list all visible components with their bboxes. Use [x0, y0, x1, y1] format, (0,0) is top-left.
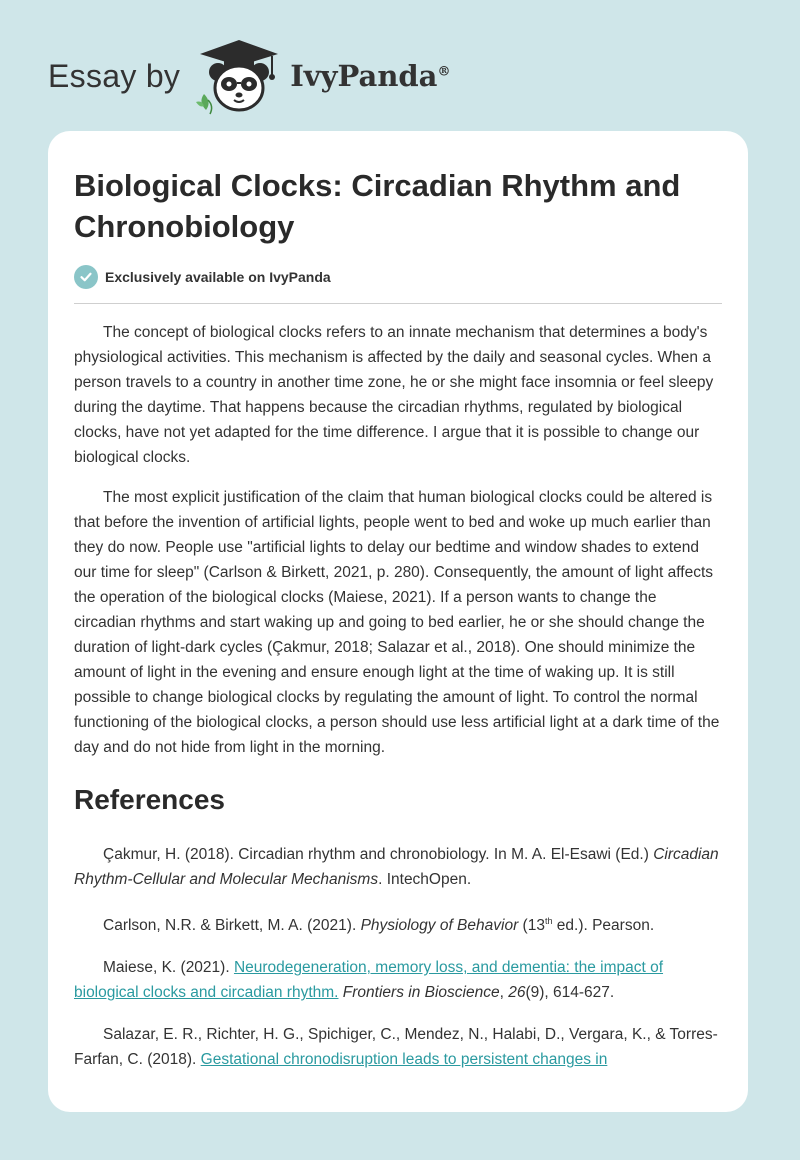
- essay-by-label: Essay by: [48, 57, 181, 94]
- check-circle-icon: [74, 265, 98, 289]
- essay-body: [74, 320, 722, 760]
- references-list: [74, 842, 722, 1072]
- reference-item: Maiese, K. (2021). Neurodegeneration, memory loss, and dementia: the impact of biological clocks and circadian rhythm. Frontiers in Bioscience, 26(9), 614-627.: [74, 959, 664, 1002]
- brand-header: [48, 36, 450, 116]
- page-title: Biological Clocks: Circadian Rhythm and Chronobiology: [74, 168, 681, 244]
- brand-name[interactable]: IvyPanda®: [290, 59, 451, 93]
- reference-item: Çakmur, H. (2018). Circadian rhythm and chronobiology. In M. A. El-Esawi (Ed.) Circadian Rhythm-Cellular and Molecular Mechanisms. IntechOpen.: [74, 846, 719, 888]
- panda-graduate-icon: [194, 36, 284, 116]
- reference-item: Salazar, E. R., Richter, H. G., Spichiger, C., Mendez, N., Halabi, D., Vergara, K., & Torres-Farfan, C. (2018). Gestational chronodisruption leads to persistent changes in: [74, 1026, 718, 1069]
- reference-link[interactable]: Neurodegeneration, memory loss, and dementia: the impact of biological clocks and circadian rhythm.: [74, 959, 664, 1002]
- references-heading: References: [74, 784, 225, 815]
- paragraph: The most explicit justification of the claim that human biological clocks could be altered is that before the invention of artificial lights, people went to bed and woke up much earlier than they do now. People use "artificial lights to delay our bedtime and window shades to extend our time for sleep" (Carlson & Birkett, 2021, p. 280). Consequently, the amount of light affects the operation of the biological clocks (Maiese, 2021). If a person wants to change the circadian rhythms and start waking up and going to bed earlier, he or she should change the duration of light-dark cycles (Çakmur, 2018; Salazar et al., 2018). One should minimize the amount of light in the evening and ensure enough light at the time of waking up. It is still possible to change biological clocks by regulating the amount of light. To control the normal functioning of the biological clocks, a person should use less artificial light at a dark time of the day and do not hide from light in the morning.: [74, 489, 720, 756]
- reference-link[interactable]: Gestational chronodisruption leads to persistent changes in: [200, 1051, 608, 1069]
- essay-card: [48, 131, 748, 1112]
- exclusive-label: Exclusively available on IvyPanda: [105, 269, 331, 285]
- reference-item: Carlson, N.R. & Birkett, M. A. (2021). Physiology of Behavior (13th ed.). Pearson.: [103, 916, 655, 935]
- paragraph: The concept of biological clocks refers to an innate mechanism that determines a body's physiological activities. This mechanism is affected by the daily and seasonal cycles. When a person travels to a country in another time zone, he or she might face insomnia or feel sleepy during the daytime. That happens because the circadian rhythms, regulated by biological clocks, have not yet adapted for the time difference. I argue that it is possible to change our biological clocks.: [74, 324, 714, 466]
- exclusive-badge: [74, 265, 722, 289]
- divider: [74, 303, 722, 304]
